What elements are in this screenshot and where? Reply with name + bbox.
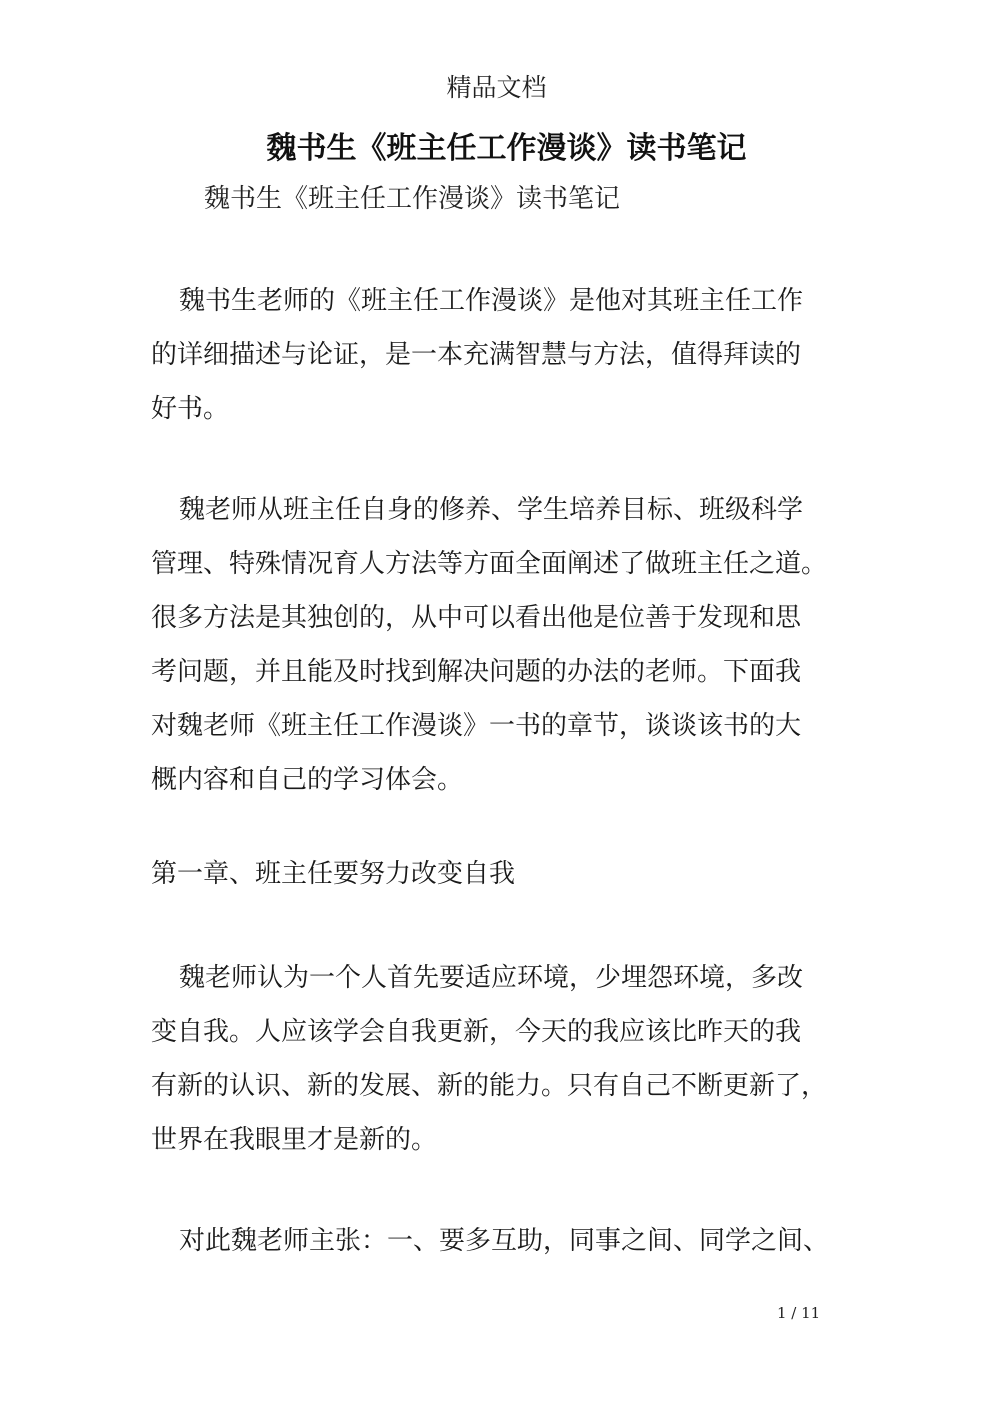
paragraph-line: 魏老师认为一个人首先要适应环境，少埋怨环境，多改: [179, 963, 804, 993]
paragraph-line: 魏老师从班主任自身的修养、学生培养目标、班级科学: [179, 495, 804, 525]
document-title: 魏书生《班主任工作漫谈》读书笔记: [266, 131, 747, 166]
paragraph-line: 魏书生老师的《班主任工作漫谈》是他对其班主任工作: [179, 286, 804, 316]
paragraph-3: [151, 951, 851, 1167]
paragraph-line: 概内容和自己的学习体会。: [151, 765, 464, 795]
paragraph-line: 变自我。人应该学会自我更新，今天的我应该比昨天的我: [151, 1017, 802, 1047]
paragraph-4: [151, 1214, 851, 1268]
paragraph-2: [151, 483, 851, 807]
paragraph-line: 管理、特殊情况育人方法等方面全面阐述了做班主任之道。: [151, 549, 828, 579]
header-label: 精品文档: [446, 73, 547, 102]
document-subtitle: 魏书生《班主任工作漫谈》读书笔记: [204, 184, 621, 214]
chapter-heading-block: [151, 847, 851, 901]
page-number: 1 / 11: [777, 1304, 821, 1322]
paragraph-line: 对魏老师《班主任工作漫谈》一书的章节，谈谈该书的大: [151, 711, 802, 741]
paragraph-line: 很多方法是其独创的，从中可以看出他是位善于发现和思: [151, 603, 802, 633]
paragraph-line: 的详细描述与论证，是一本充满智慧与方法，值得拜读的: [151, 340, 802, 370]
paragraph-line: 有新的认识、新的发展、新的能力。只有自己不断更新了，: [151, 1071, 828, 1101]
paragraph-1: [151, 274, 851, 436]
paragraph-line: 对此魏老师主张：一、要多互助，同事之间、同学之间、: [179, 1226, 830, 1256]
paragraph-line: 好书。: [151, 394, 230, 424]
paragraph-line: 考问题，并且能及时找到解决问题的办法的老师。下面我: [151, 657, 802, 687]
paragraph-line: 世界在我眼里才是新的。: [151, 1125, 438, 1155]
chapter-heading: 第一章、班主任要努力改变自我: [151, 859, 516, 889]
